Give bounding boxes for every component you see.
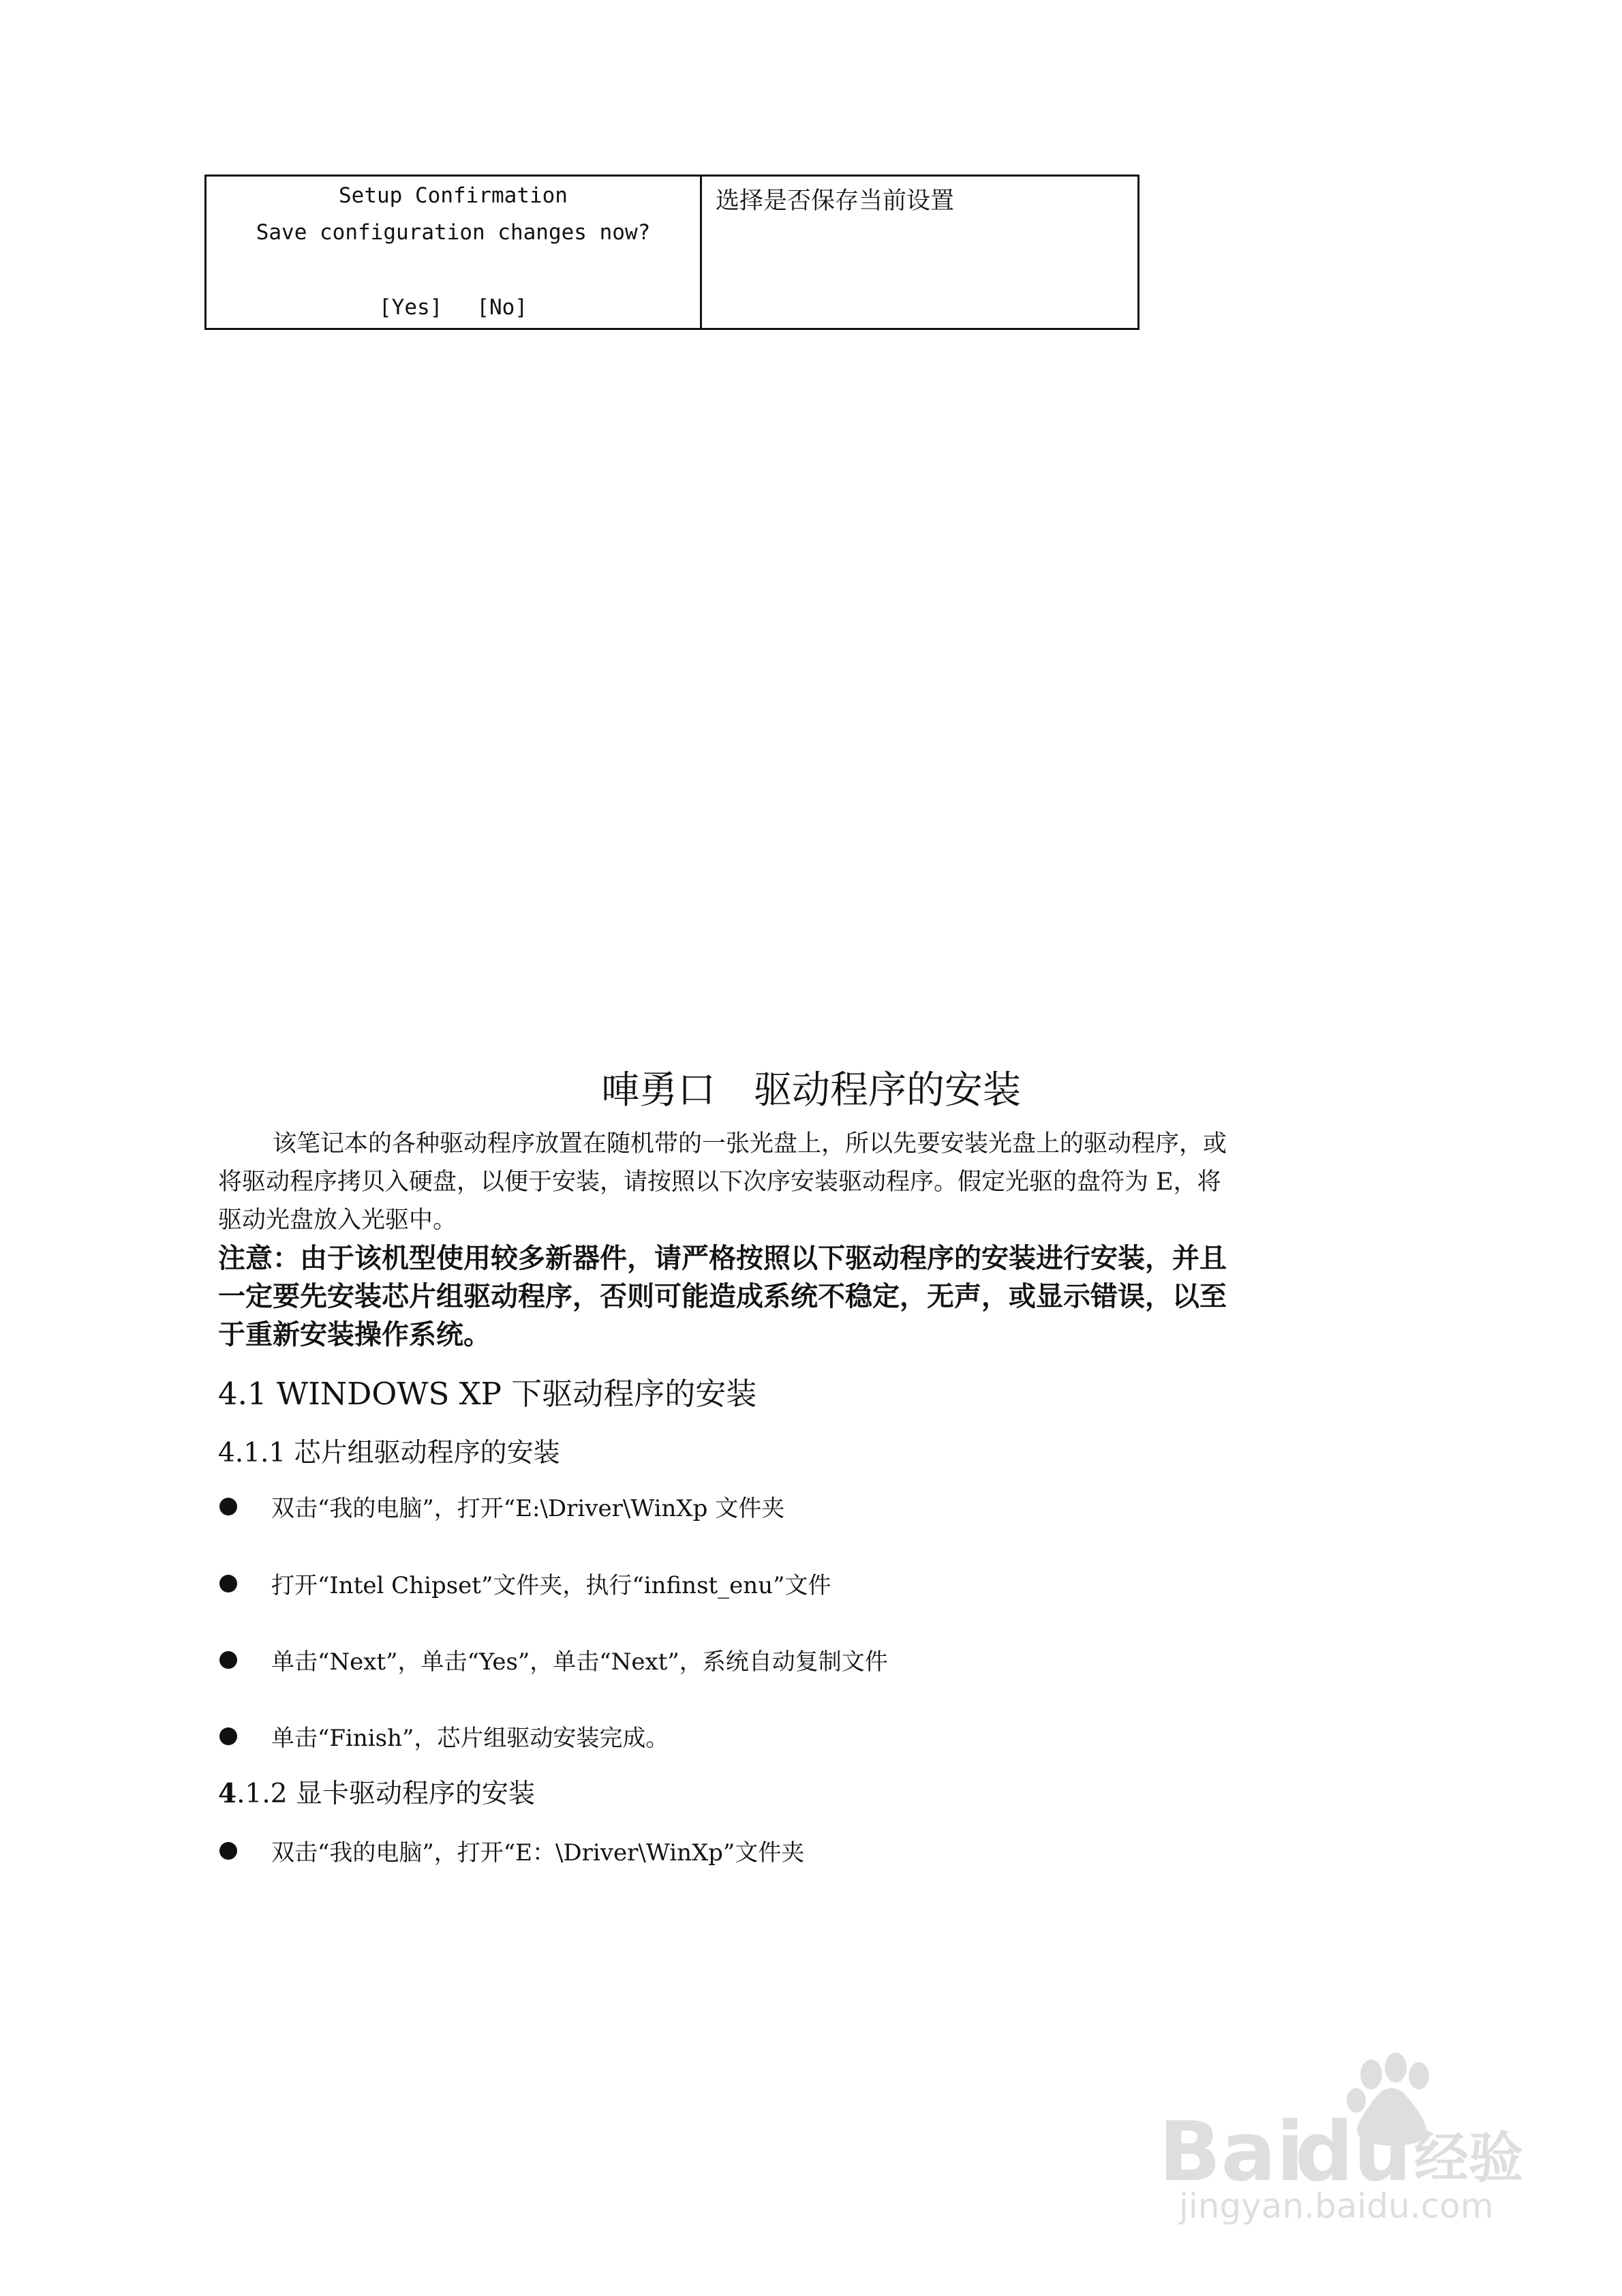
section-4-1-2-title-text: .1.2 显卡驱动程序的安装 xyxy=(236,1779,535,1809)
bullet-icon xyxy=(219,1575,237,1592)
list-item xyxy=(219,1567,831,1600)
list-item xyxy=(219,1643,888,1676)
bullet-icon xyxy=(219,1651,237,1669)
warning-paragraph: 注意：由于该机型使用较多新器件，请严格按照以下驱动程序的安装进行安装，并且一定要先安装芯片组驱动程序，否则可能造成系统不稳定，无声，或显示错误，以至于重新安装操作系统。 xyxy=(218,1243,1227,1350)
list-item xyxy=(219,1719,669,1753)
bullet-icon xyxy=(219,1498,237,1515)
yes-button[interactable]: [Yes] xyxy=(379,295,443,320)
list-item-text: 双击“我的电脑”，打开“E:\Driver\WinXp 文件夹 xyxy=(271,1495,785,1522)
watermark-brand-end: du xyxy=(1295,2105,1412,2200)
setup-description-cell: 选择是否保存当前设置 xyxy=(716,187,955,215)
chapter-number: 唓勇口 xyxy=(601,1068,716,1113)
section-4-1-2-heading xyxy=(218,1772,535,1811)
list-item-text: 单击“Finish”，芯片组驱动安装完成。 xyxy=(271,1725,669,1752)
setup-confirmation-table xyxy=(204,175,1139,330)
watermark-brand: Bai xyxy=(1159,2105,1304,2200)
list-item-text: 打开“Intel Chipset”文件夹，执行“infinst_enu”文件 xyxy=(271,1572,831,1599)
bullet-icon xyxy=(219,1842,237,1860)
list-item-text: 双击“我的电脑”，打开“E：\Driver\WinXp”文件夹 xyxy=(271,1839,805,1867)
watermark-url: jingyan.baidu.com xyxy=(1179,2186,1494,2224)
chapter-title xyxy=(0,1060,1622,1115)
list-item-text: 单击“Next”，单击“Yes”，单击“Next”，系统自动复制文件 xyxy=(271,1648,888,1676)
section-4-1-1-heading: 4.1.1 芯片组驱动程序的安装 xyxy=(218,1438,560,1468)
setup-dialog-title: Setup Confirmation xyxy=(339,183,568,208)
setup-dialog-cell xyxy=(206,177,702,328)
setup-dialog-question: Save configuration changes now? xyxy=(256,220,651,245)
watermark-product: 经验 xyxy=(1414,2126,1523,2190)
section-4-1-heading: 4.1 WINDOWS XP 下驱动程序的安装 xyxy=(218,1376,757,1412)
baidu-logo-icon xyxy=(1152,2047,1533,2224)
intro-text: 该笔记本的各种驱动程序放置在随机带的一张光盘上，所以先要安装光盘上的驱动程序，或将驱动程序拷贝入硬盘，以便于安装，请按照以下次序安装驱动程序。假定光驱的盘符为 E，将驱动光盘放入光驱中。 xyxy=(218,1130,1227,1234)
setup-dialog-buttons xyxy=(206,295,700,320)
section-number-bold: 4 xyxy=(218,1778,237,1809)
chapter-title-text: 驱动程序的安装 xyxy=(754,1068,1021,1113)
list-item xyxy=(219,1834,804,1867)
list-item xyxy=(219,1490,784,1523)
no-button[interactable]: [No] xyxy=(476,295,527,320)
baidu-jingyan-watermark xyxy=(1152,2047,1533,2224)
bullet-icon xyxy=(219,1727,237,1745)
intro-paragraph xyxy=(218,1125,1240,1239)
